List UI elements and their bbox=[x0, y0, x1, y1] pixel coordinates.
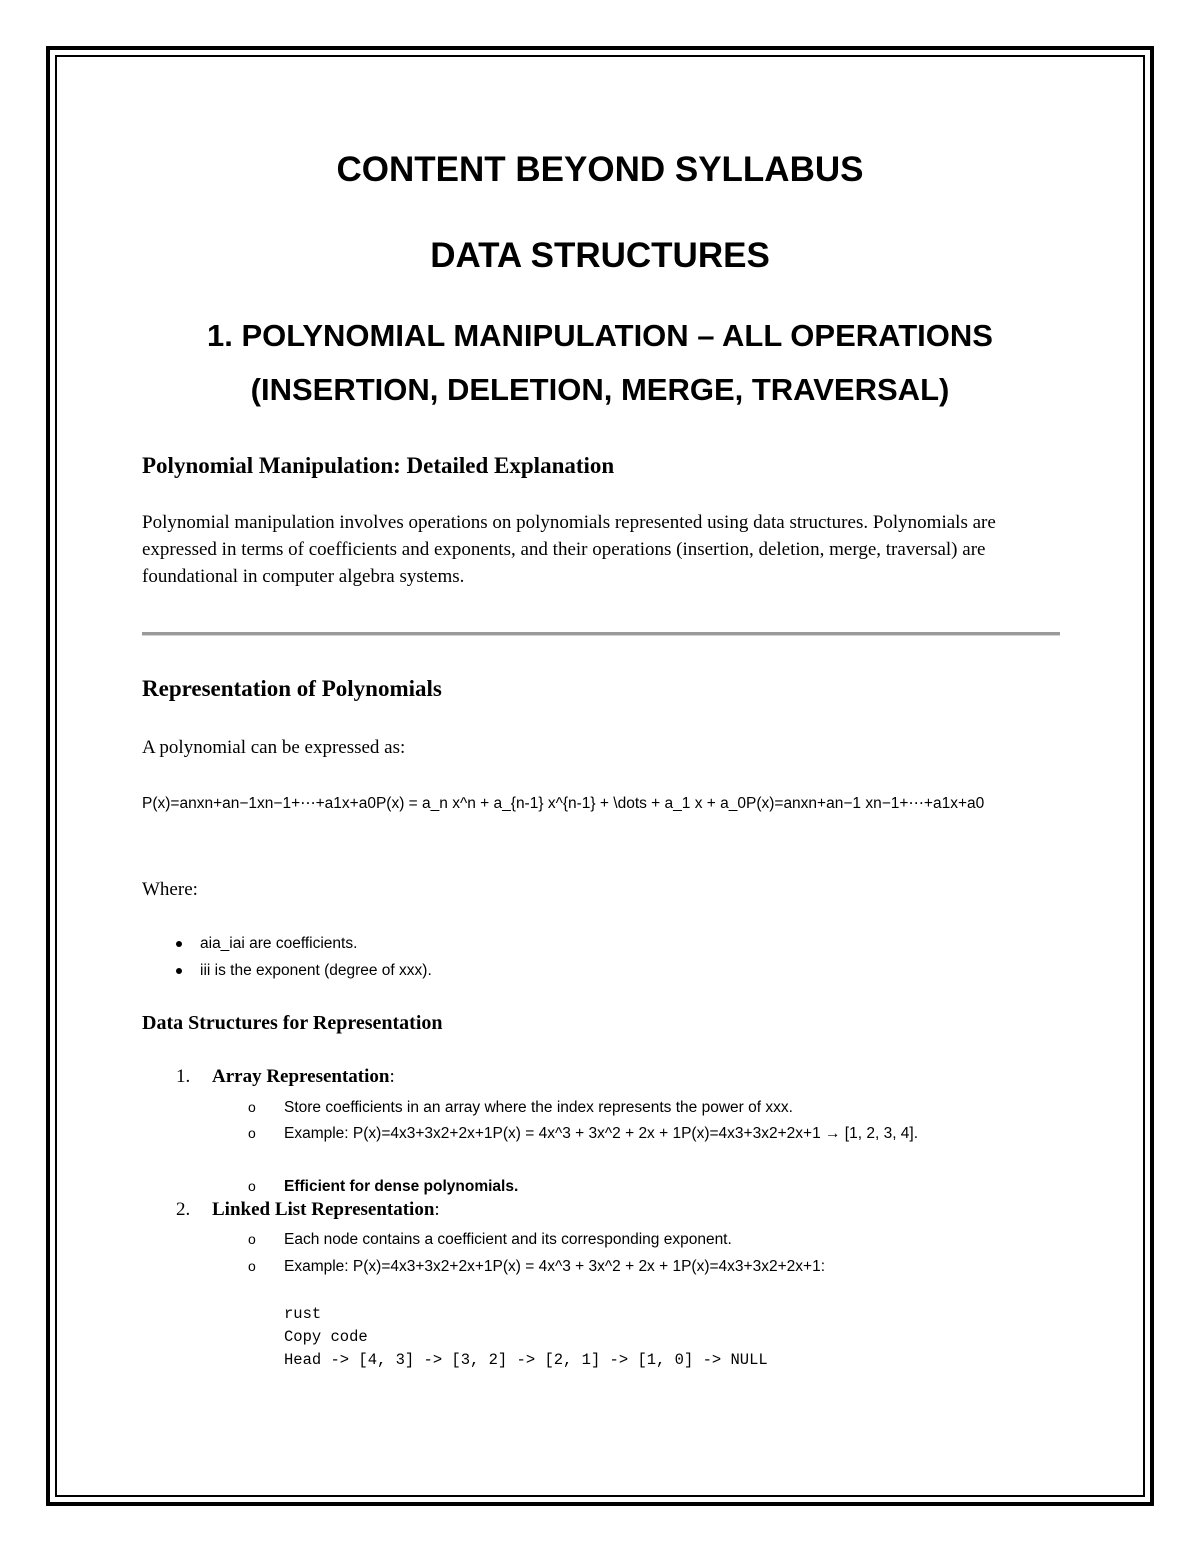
section-heading-manipulation: Polynomial Manipulation: Detailed Explanation bbox=[142, 453, 615, 478]
horizontal-divider bbox=[142, 632, 1060, 636]
item-title: Linked List Representation bbox=[212, 1199, 435, 1220]
sub-item: o Each node contains a coefficient and its corresponding exponent. bbox=[248, 1226, 1048, 1253]
item-number: 1. bbox=[176, 1066, 191, 1087]
bullet-icon bbox=[176, 968, 182, 974]
sub-item: o Store coefficients in an array where the index represents the power of xxx. bbox=[248, 1094, 1048, 1121]
document-title: CONTENT BEYOND SYLLABUS bbox=[336, 150, 864, 189]
hollow-bullet-icon: o bbox=[248, 1258, 256, 1274]
item-number: 2. bbox=[176, 1199, 191, 1220]
section-heading-representation: Representation of Polynomials bbox=[142, 676, 442, 701]
sub-item: o Efficient for dense polynomials. bbox=[248, 1173, 1048, 1200]
expression-intro: A polynomial can be expressed as: bbox=[142, 737, 406, 758]
subject-title: DATA STRUCTURES bbox=[430, 236, 770, 275]
hollow-bullet-icon: o bbox=[248, 1125, 256, 1141]
sub-item: o Example: P(x)=4x3+3x2+2x+1P(x) = 4x^3 + 3x^2 + 2x + 1P(x)=4x3+3x2+2x+1 → [1, 2, 3, 4]. bbox=[248, 1120, 1048, 1147]
definition-list bbox=[142, 930, 432, 984]
item-title: Array Representation bbox=[212, 1066, 390, 1087]
topic-title: 1. POLYNOMIAL MANIPULATION – ALL OPERATIONS bbox=[207, 318, 993, 353]
list-item: iii is the exponent (degree of xxx). bbox=[142, 957, 432, 984]
sub-item: o Example: P(x)=4x3+3x2+2x+1P(x) = 4x^3 + 3x^2 + 2x + 1P(x)=4x3+3x2+2x+1: bbox=[248, 1253, 1048, 1280]
copy-code-label: Copy code bbox=[284, 1328, 368, 1346]
hollow-bullet-icon: o bbox=[248, 1099, 256, 1115]
code-block bbox=[284, 1303, 768, 1372]
hollow-bullet-icon: o bbox=[248, 1178, 256, 1194]
list-item: aia_iai are coefficients. bbox=[142, 930, 432, 957]
intro-paragraph: Polynomial manipulation involves operations on polynomials represented using data structures. Polynomials are expressed in terms of coefficients and exponents, and their operations (insertion, deletion, merge, traversal) are foundational in computer algebra systems. bbox=[142, 512, 996, 587]
code-line: Head -> [4, 3] -> [3, 2] -> [2, 1] -> [1, 0] -> NULL bbox=[284, 1351, 768, 1369]
numbered-item-array: 1. Array Representation: bbox=[176, 1066, 395, 1087]
bullet-icon bbox=[176, 941, 182, 947]
section-heading-data-structures: Data Structures for Representation bbox=[142, 1012, 443, 1034]
numbered-item-linked-list: 2. Linked List Representation: bbox=[176, 1199, 440, 1220]
hollow-bullet-icon: o bbox=[248, 1231, 256, 1247]
polynomial-formula: P(x)=anxn+an−1xn−1+⋯+a1x+a0P(x) = a_n x^n + a_{n-1} x^{n-1} + \dots + a_1 x + a_0P(x)=anxn+an−1 xn−1+⋯+a1x+a0 bbox=[142, 795, 985, 812]
code-language-label: rust bbox=[284, 1305, 322, 1323]
topic-subtitle: (INSERTION, DELETION, MERGE, TRAVERSAL) bbox=[250, 372, 950, 407]
where-label: Where: bbox=[142, 879, 198, 900]
